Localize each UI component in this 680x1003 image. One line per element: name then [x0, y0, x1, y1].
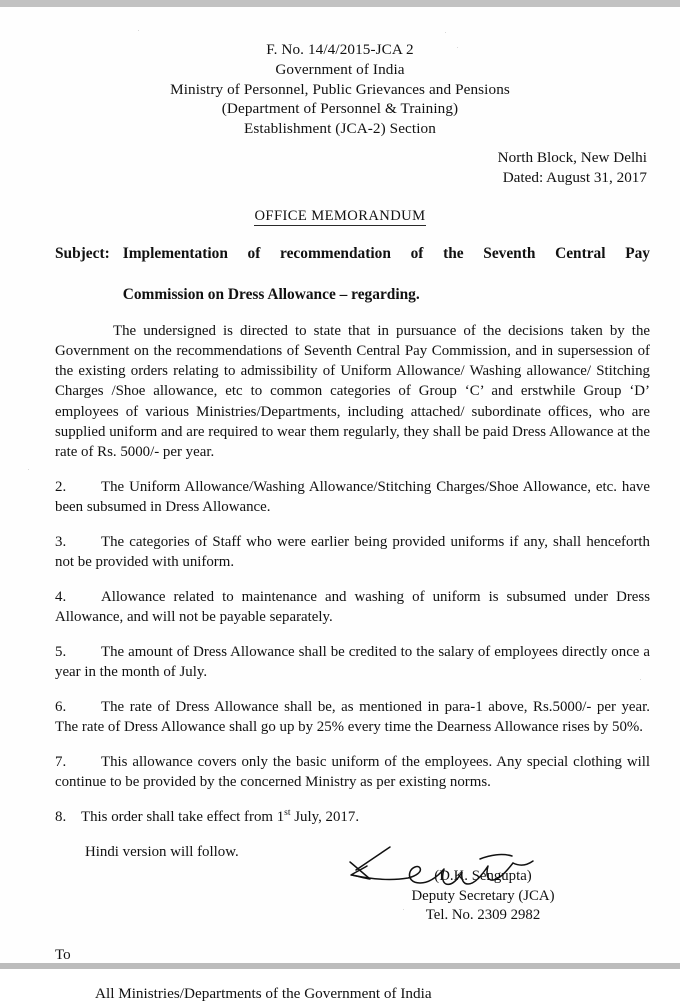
- paragraph-3-number: 3.: [55, 533, 67, 550]
- government-name: Government of India: [275, 60, 405, 78]
- paragraph-2-text: The Uniform Allowance/Washing Allowance/Stitching Charges/Shoe Allowance, etc. have been subsumed in Dress Allowance.: [55, 478, 650, 515]
- issue-date: Dated: August 31, 2017: [502, 168, 647, 186]
- signatory-name: (D.K. Sengupta): [434, 868, 532, 885]
- subject-text-line-2: Commission on Dress Allowance – regarding.: [122, 285, 420, 303]
- document-page: [0, 7, 680, 1002]
- subject-line: [55, 244, 650, 305]
- paragraph-5-number: 5.: [55, 643, 67, 660]
- addressee-label: To: [55, 946, 71, 963]
- signature-block: [0, 867, 680, 925]
- paragraph-4-text: Allowance related to maintenance and washing of uniform is subsumed under Dress Allowance, and will not be payable separately.: [55, 588, 650, 625]
- paragraph-8-ordinal-suffix: st: [284, 808, 291, 819]
- scan-speckle: [445, 32, 446, 33]
- paragraph-7: [55, 752, 650, 792]
- ministry-name: Ministry of Personnel, Public Grievances and Pensions: [170, 80, 510, 98]
- issuing-place: North Block, New Delhi: [497, 148, 647, 166]
- subject-text: [123, 244, 650, 305]
- paragraph-2: [55, 477, 650, 517]
- paragraph-5: [55, 642, 650, 682]
- subject-text-line-1: Implementation of recommendation of the Seventh Central Pay: [122, 244, 650, 262]
- paragraph-4-number: 4.: [55, 588, 67, 605]
- signatory-designation: Deputy Secretary (JCA): [411, 887, 555, 904]
- place-date-block: [0, 148, 680, 188]
- paragraph-8-number: 8.: [55, 809, 67, 826]
- scan-speckle: [28, 469, 29, 470]
- paragraph-2-number: 2.: [55, 478, 67, 495]
- page-title: [0, 208, 680, 225]
- paragraph-6-number: 6.: [55, 699, 67, 716]
- signatory-telephone: Tel. No. 2309 2982: [425, 906, 541, 923]
- scan-edge-top: [0, 0, 680, 7]
- page-title-text: OFFICE MEMORANDUM: [254, 207, 426, 224]
- paragraph-3: [55, 532, 650, 572]
- paragraph-7-number: 7.: [55, 754, 67, 771]
- hindi-version-note: Hindi version will follow.: [85, 844, 239, 861]
- scan-speckle: [138, 30, 139, 31]
- paragraph-8-text-before: This order shall take effect from 1: [81, 809, 285, 826]
- department-name: (Department of Personnel & Training): [221, 100, 459, 118]
- scan-edge-bottom: [0, 963, 680, 969]
- paragraph-7-text: This allowance covers only the basic uniform of the employees. Any special clothing will continue to be provided by the concerned Ministry as per existing norms.: [55, 754, 650, 791]
- scan-speckle: [457, 47, 458, 48]
- section-name: Establishment (JCA-2) Section: [244, 120, 436, 137]
- paragraph-6: [55, 697, 650, 737]
- paragraph-8: [55, 807, 650, 827]
- subject-label: Subject:: [55, 244, 110, 262]
- document-body: [55, 321, 650, 827]
- file-number: F. No. 14/4/2015-JCA 2: [266, 41, 414, 58]
- letterhead: [0, 40, 680, 139]
- paragraph-8-text-after: July, 2017.: [290, 809, 360, 826]
- scan-speckle: [403, 909, 404, 910]
- paragraph-6-text: The rate of Dress Allowance shall be, as mentioned in para-1 above, Rs.5000/- per year. The rate of Dress Allowance shall go up by 25% every time the Dearness Allowance rises by 50%.: [55, 699, 650, 736]
- scan-speckle: [640, 679, 641, 680]
- paragraph-4: [55, 587, 650, 627]
- paragraph-1: The undersigned is directed to state that in pursuance of the decisions taken by the Government on the recommendations of Seventh Central Pay Commission, and in supersession of the existing orders relating to admissibility of Uniform Allowance/ Washing allowance/ Stitching Charges /Shoe allowance, etc to common categories of Group ‘C’ and erstwhile Group ‘D’ employees of various Ministries/Departments, including attached/ subordinate offices, who are supplied uniform and are required to wear them regularly, they shall be paid Dress Allowance at the rate of Rs. 5000/- per year.: [55, 323, 650, 460]
- paragraph-5-text: The amount of Dress Allowance shall be credited to the salary of employees directly once a year in the month of July.: [55, 643, 650, 680]
- addressee-recipient: All Ministries/Departments of the Government of India: [95, 984, 432, 1002]
- paragraph-3-text: The categories of Staff who were earlier being provided uniforms if any, shall henceforth not be provided with uniform.: [55, 533, 650, 570]
